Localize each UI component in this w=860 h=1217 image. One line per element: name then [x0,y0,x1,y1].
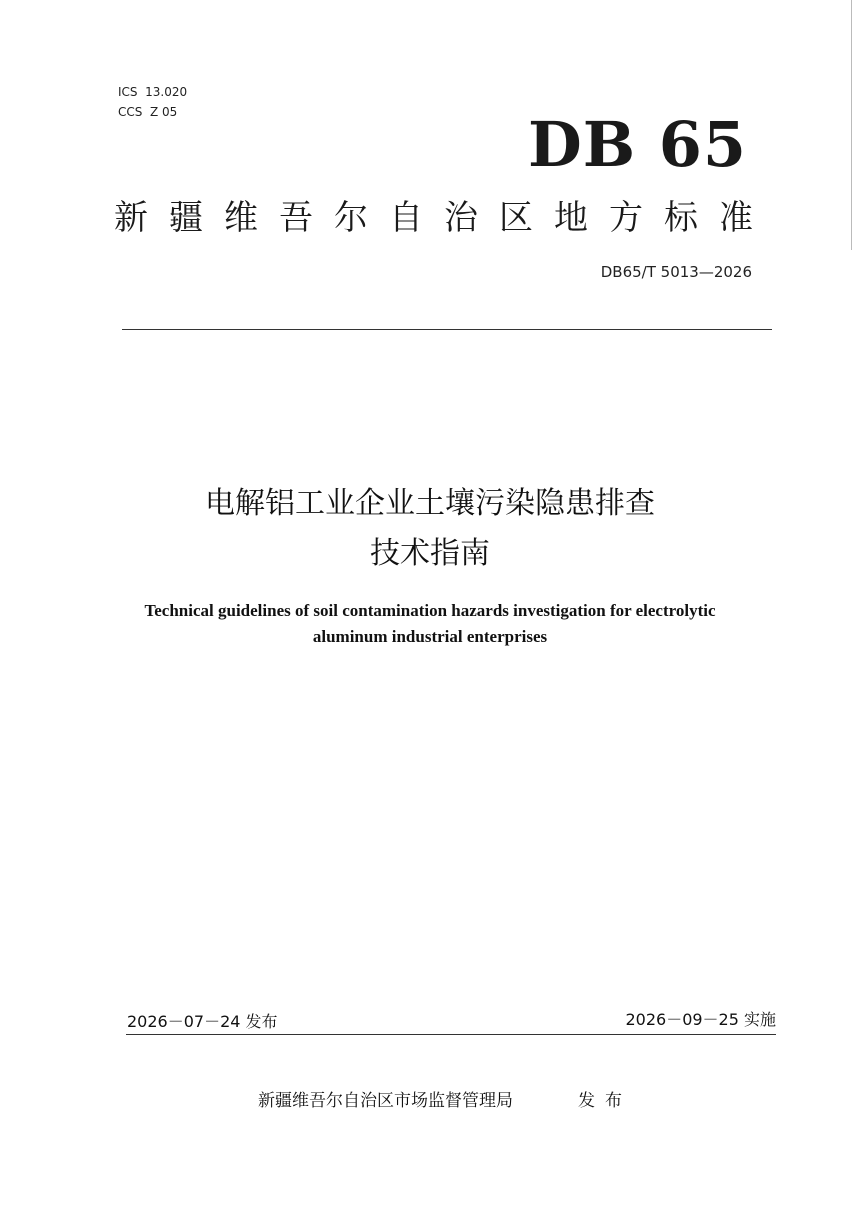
title-en-line1: Technical guidelines of soil contamination hazards investigation for electrolytic [144,601,716,620]
bottom-divider [126,1034,776,1035]
publish-label: 发布 [578,1091,632,1111]
title-cn-line2: 技术指南 [370,536,490,571]
classification-block [118,82,187,122]
top-divider [122,329,772,330]
release-date: 2026－07－24 发布 [127,1012,278,1031]
issuing-authority: 新疆维吾尔自治区市场监督管理局 [258,1091,513,1111]
title-cn-line1: 电解铝工业企业土壤污染隐患排查 [205,486,655,521]
implement-date: 2026－09－25 实施 [625,1010,776,1029]
scan-edge-line [851,0,852,250]
ccs-code: CCS Z 05 [118,105,178,119]
db65-logo: DB 65 [528,108,748,181]
standard-type-title: 新疆维吾尔自治区地方标准 [114,198,774,238]
standard-code: DB65/T 5013—2026 [600,263,752,281]
ics-code: ICS 13.020 [118,85,188,99]
title-en-line2: aluminum industrial enterprises [312,627,548,646]
